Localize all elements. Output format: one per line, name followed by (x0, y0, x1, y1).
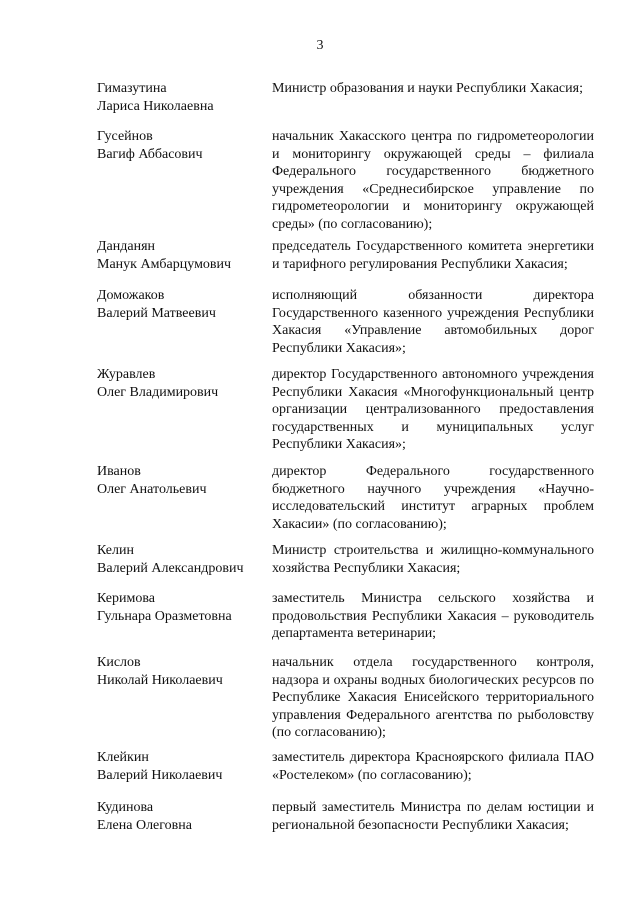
person-name (97, 799, 267, 834)
given-name: Вагиф Аббасович (97, 146, 203, 162)
position-description: исполняющий обязанности директора Государственного казенного учреждения Республики Хакасия «Управление автомобильных дорог Республики Хакасия»; (272, 288, 594, 356)
given-name: Елена Олеговна (97, 817, 192, 833)
person-name (97, 128, 267, 163)
position-description: заместитель Министра сельского хозяйства и продовольствия Республики Хакасия – руководитель департамента ветеринарии; (272, 591, 594, 641)
person-name (97, 542, 267, 577)
person-name (97, 238, 267, 273)
surname: Иванов (97, 464, 141, 479)
person-name (97, 590, 267, 625)
surname: Гусейнов (97, 129, 153, 144)
surname: Келин (97, 543, 134, 558)
given-name: Гульнара Оразметовна (97, 608, 232, 624)
given-name: Валерий Матвеевич (97, 305, 216, 321)
page-number: 3 (316, 38, 324, 53)
person-name (97, 287, 267, 322)
given-name: Манук Амбарцумович (97, 256, 232, 272)
position-description: директор Государственного автономного учреждения Республики Хакасия «Многофункциональный центр организации централизованного предоставления государственных и муниципальных услуг Республики Хакасия»; (272, 367, 594, 452)
position-description: начальник Хакасского центра по гидрометеорологии и мониторингу окружающей среды – филиала Федерального государственного бюджетного учреждения «Среднесибирское управление по гидрометеорологии и мониторингу окружающей среды» (по согласованию); (272, 129, 594, 232)
person-name (97, 80, 267, 115)
position-description: Министр строительства и жилищно-коммунального хозяйства Республики Хакасия; (272, 543, 594, 576)
position-description: первый заместитель Министра по делам юстиции и региональной безопасности Республики Хакасия; (272, 800, 594, 833)
surname: Журавлев (97, 367, 156, 382)
surname: Кудинова (97, 800, 154, 815)
position-description: Министр образования и науки Республики Хакасия; (272, 81, 583, 96)
surname: Керимова (97, 591, 156, 606)
surname: Гимазутина (97, 81, 167, 96)
given-name: Валерий Александрович (97, 560, 244, 576)
position-description: директор Федерального государственного бюджетного научного учреждения «Научно-исследовательский институт аграрных проблем Хакасии» (по согласованию); (272, 464, 594, 532)
surname: Кислов (97, 655, 141, 670)
given-name: Лариса Николаевна (97, 98, 214, 114)
given-name: Олег Владимирович (97, 384, 219, 400)
position-description: заместитель директора Красноярского филиала ПАО «Ростелеком» (по согласованию); (272, 750, 594, 783)
given-name: Валерий Николаевич (97, 767, 223, 783)
given-name: Олег Анатольевич (97, 481, 207, 497)
surname: Доможаков (97, 288, 165, 303)
surname: Данданян (97, 239, 156, 254)
given-name: Николай Николаевич (97, 672, 223, 688)
position-description: начальник отдела государственного контроля, надзора и охраны водных биологических ресурсов по Республике Хакасия Енисейского территориального управления Федерального агентства по рыболовству (по согласованию); (272, 655, 594, 740)
person-name (97, 654, 267, 689)
position-description: председатель Государственного комитета энергетики и тарифного регулирования Республики Хакасия; (272, 239, 594, 272)
person-name (97, 749, 267, 784)
surname: Клейкин (97, 750, 149, 765)
person-name (97, 463, 267, 498)
person-name (97, 366, 267, 401)
